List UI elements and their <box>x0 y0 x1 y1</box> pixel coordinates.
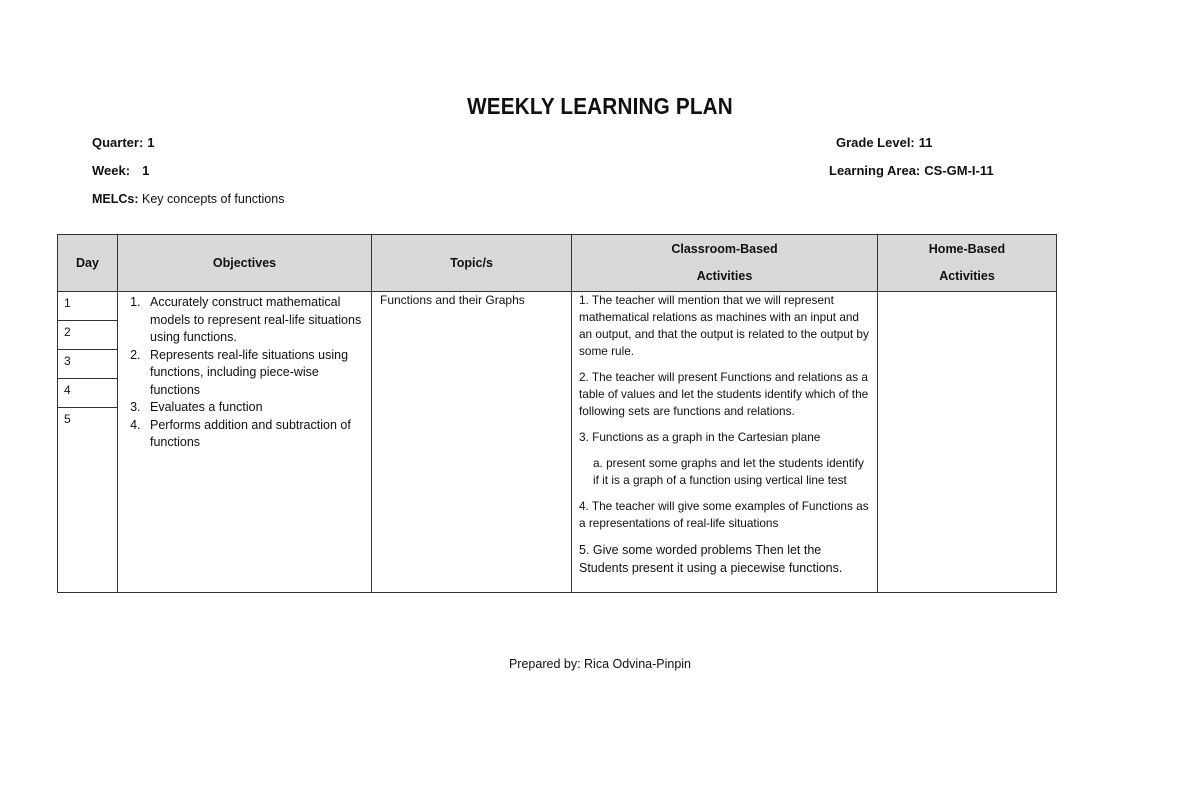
melcs-label: MELCs: <box>92 192 139 206</box>
objective-item: 3. Evaluates a function <box>144 399 365 417</box>
header-home-line2: Activities <box>939 269 995 283</box>
header-objectives: Objectives <box>118 235 372 292</box>
activity-item: 2. The teacher will present Functions and relations as a table of values and let the students identify which of the following sets are functions and relations. <box>579 370 869 418</box>
activity-item: 4. The teacher will give some examples of Functions as a representations of real-life situations <box>579 499 869 530</box>
objectives-list <box>118 294 365 452</box>
activity-subitem: a. present some graphs and let the students identify if it is a graph of a function using vertical line test <box>593 456 864 487</box>
melcs-value: Key concepts of functions <box>142 192 285 206</box>
learning-plan-table <box>57 234 1057 593</box>
header-classroom-activities <box>572 235 878 292</box>
table-row <box>58 292 1057 593</box>
activity-item: 1. The teacher will mention that we will represent mathematical relations as machines with an input and an output, and that the output is related to the output by some rule. <box>579 293 869 358</box>
home-activities-cell <box>878 292 1057 593</box>
header-day: Day <box>58 235 118 292</box>
table-header-row <box>58 235 1057 292</box>
week-label: Week: <box>92 163 131 178</box>
grade-level-field <box>836 135 933 150</box>
header-classroom-line2: Activities <box>696 269 753 283</box>
melcs-field <box>92 192 284 206</box>
activity-item: 3. Functions as a graph in the Cartesian plane <box>579 430 821 444</box>
learning-area-field <box>829 163 994 178</box>
day-item: 4 <box>58 379 117 408</box>
header-classroom-line1: Classroom-Based <box>671 242 778 256</box>
header-home-line1: Home-Based <box>928 242 1006 256</box>
quarter-value: 1 <box>147 135 155 150</box>
grade-level-value: 11 <box>918 135 933 150</box>
learning-area-label: Learning Area: <box>829 163 921 178</box>
header-topics: Topic/s <box>372 235 572 292</box>
day-item: 3 <box>58 350 117 379</box>
header-home-activities <box>878 235 1057 292</box>
day-item: 1 <box>58 292 117 321</box>
quarter-field <box>92 135 155 150</box>
topic-cell <box>372 292 572 593</box>
day-cell <box>58 292 118 593</box>
objective-item: 2. Represents real-life situations using functions, including piece-wise functions <box>144 347 365 400</box>
prepared-by: Prepared by: Rica Odvina-Pinpin <box>508 657 692 671</box>
grade-level-label: Grade Level: <box>836 135 915 150</box>
objectives-cell <box>118 292 372 593</box>
week-value: 1 <box>142 163 150 178</box>
classroom-activities-cell <box>572 292 878 593</box>
activity-item: 5. Give some worded problems Then let the Students present it using a piecewise functions. <box>579 543 843 575</box>
quarter-label: Quarter: <box>92 135 144 150</box>
page-title: WEEKLY LEARNING PLAN <box>467 93 733 119</box>
day-item: 5 <box>64 412 71 426</box>
day-item: 2 <box>58 321 117 350</box>
objective-item: 1. Accurately construct mathematical models to represent real-life situations using functions. <box>144 294 365 347</box>
week-field <box>92 163 149 178</box>
objective-item: 4. Performs addition and subtraction of functions <box>144 417 365 452</box>
learning-area-value: CS-GM-I-11 <box>924 163 994 178</box>
topic-text: Functions and their Graphs <box>380 293 525 307</box>
